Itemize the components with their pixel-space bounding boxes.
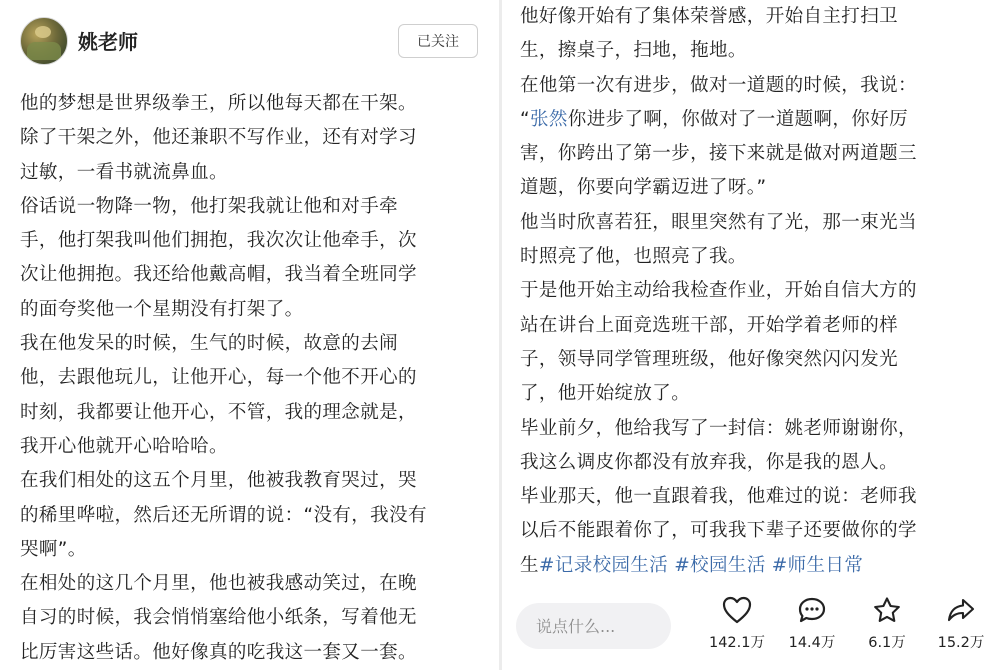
like-button[interactable] [702, 596, 772, 660]
share-arrow-icon [946, 596, 976, 624]
mention-link[interactable]: 张然 [529, 108, 568, 130]
post-text-line: 他，去跟他玩儿，让他开心，每一个他不开心的 [20, 367, 417, 389]
post-text-fragment: 生 [520, 554, 539, 576]
comment-bubble-icon [797, 596, 827, 624]
post-text-line: 的稀里哗啦，然后还无所谓的说：“没有，我没有 [20, 504, 427, 526]
hashtag-link[interactable]: #校园生活 [674, 554, 766, 576]
comment-input[interactable] [516, 603, 671, 649]
post-text-line: 毕业那天，他一直跟着我，他难过的说：老师我 [520, 486, 917, 508]
post-text-line: 时刻，我都要让他开心，不管，我的理念就是， [20, 401, 417, 423]
post-text-line: 害，你跨出了第一步，接下来就是做对两道题三 [520, 143, 917, 165]
post-text-line: 道题，你要向学霸迈进了呀。” [520, 177, 767, 199]
post-text-line: 他当时欣喜若狂，眼里突然有了光，那一束光当 [520, 211, 917, 233]
post-text-line: 我这么调皮你都没有放弃我，你是我的恩人。 [520, 451, 899, 473]
hashtag-link[interactable]: #记录校园生活 [538, 554, 669, 576]
post-text-line: 过敏，一看书就流鼻血。 [20, 161, 228, 183]
post-text-line: 时照亮了他，也照亮了我。 [520, 246, 747, 268]
favorite-count: 6.1万 [868, 635, 906, 651]
post-text-line: 俗话说一物降一物，他打架我就让他和对手牵 [20, 195, 399, 217]
post-text-line: 在他第一次有进步，做对一道题的时候，我说： [520, 74, 917, 96]
share-button[interactable] [926, 596, 996, 660]
post-text-line: 手，他打架我叫他们拥抱，我次次让他牵手，次 [20, 230, 417, 252]
heart-icon [722, 596, 752, 624]
right-panel [502, 0, 1000, 670]
post-tags-line [520, 549, 990, 583]
post-text-line: 哭啊”。 [20, 538, 87, 560]
post-text-line: 毕业前夕，他给我写了一封信：姚老师谢谢你， [520, 417, 917, 439]
hashtag-link[interactable]: #师生日常 [771, 554, 864, 576]
author-name[interactable]: 姚老师 [78, 30, 138, 54]
post-body-right [520, 0, 990, 583]
post-text-fragment: 你进步了啊，你做对了一道题啊，你好厉 [567, 108, 908, 130]
post-text-line: 生，擦桌子，扫地，拖地。 [520, 40, 747, 62]
post-text-line: 的面夸奖他一个星期没有打架了。 [20, 298, 304, 320]
left-panel [0, 0, 499, 670]
post-text-line: 站在讲台上面竞选班干部，开始学着老师的样 [520, 314, 899, 336]
follow-button[interactable]: 已关注 [398, 24, 478, 58]
post-text-line: 子，领导同学管理班级，他好像突然闪闪发光 [520, 348, 899, 370]
post-text-line: 以后不能跟着你了，可我我下辈子还要做你的学 [520, 520, 917, 542]
star-icon [872, 596, 902, 624]
bottom-action-bar [502, 590, 1000, 670]
comment-button[interactable] [777, 596, 847, 660]
post-text-line: 在我们相处的这五个月里，他被我教育哭过，哭 [20, 470, 417, 492]
post-text-line: 除了干架之外，他还兼职不写作业，还有对学习 [20, 127, 417, 149]
quote-mark: “ [520, 108, 530, 130]
post-text-line: 在相处的这几个月里，他也被我感动笑过，在晚 [20, 573, 417, 595]
like-count: 142.1万 [708, 635, 765, 651]
share-count: 15.2万 [937, 635, 985, 651]
post-text-line: 我开心他就开心哈哈哈。 [20, 435, 228, 457]
post-text-line: 于是他开始主动给我检查作业，开始自信大方的 [520, 280, 917, 302]
favorite-button[interactable] [852, 596, 922, 660]
comment-count: 14.4万 [788, 635, 836, 651]
post-text-line: 比厉害这些话。他好像真的吃我这一套又一套。 [20, 641, 417, 663]
post-text-line: 我在他发呆的时候，生气的时候，故意的去闹 [20, 333, 399, 355]
post-text-line: 了，他开始绽放了。 [520, 383, 691, 405]
avatar[interactable] [20, 17, 68, 65]
post-text-line-mention [520, 103, 990, 137]
post-text-line: 他好像开始有了集体荣誉感，开始自主打扫卫 [520, 6, 899, 27]
post-text-line: 次让他拥抱。我还给他戴高帽，我当着全班同学 [20, 264, 417, 286]
post-body-left [20, 87, 488, 670]
post-text-line: 他的梦想是世界级拳王，所以他每天都在干架。 [20, 93, 417, 114]
author-header [0, 0, 499, 80]
post-text-line: 自习的时候，我会悄悄塞给他小纸条，写着他无 [20, 607, 417, 629]
